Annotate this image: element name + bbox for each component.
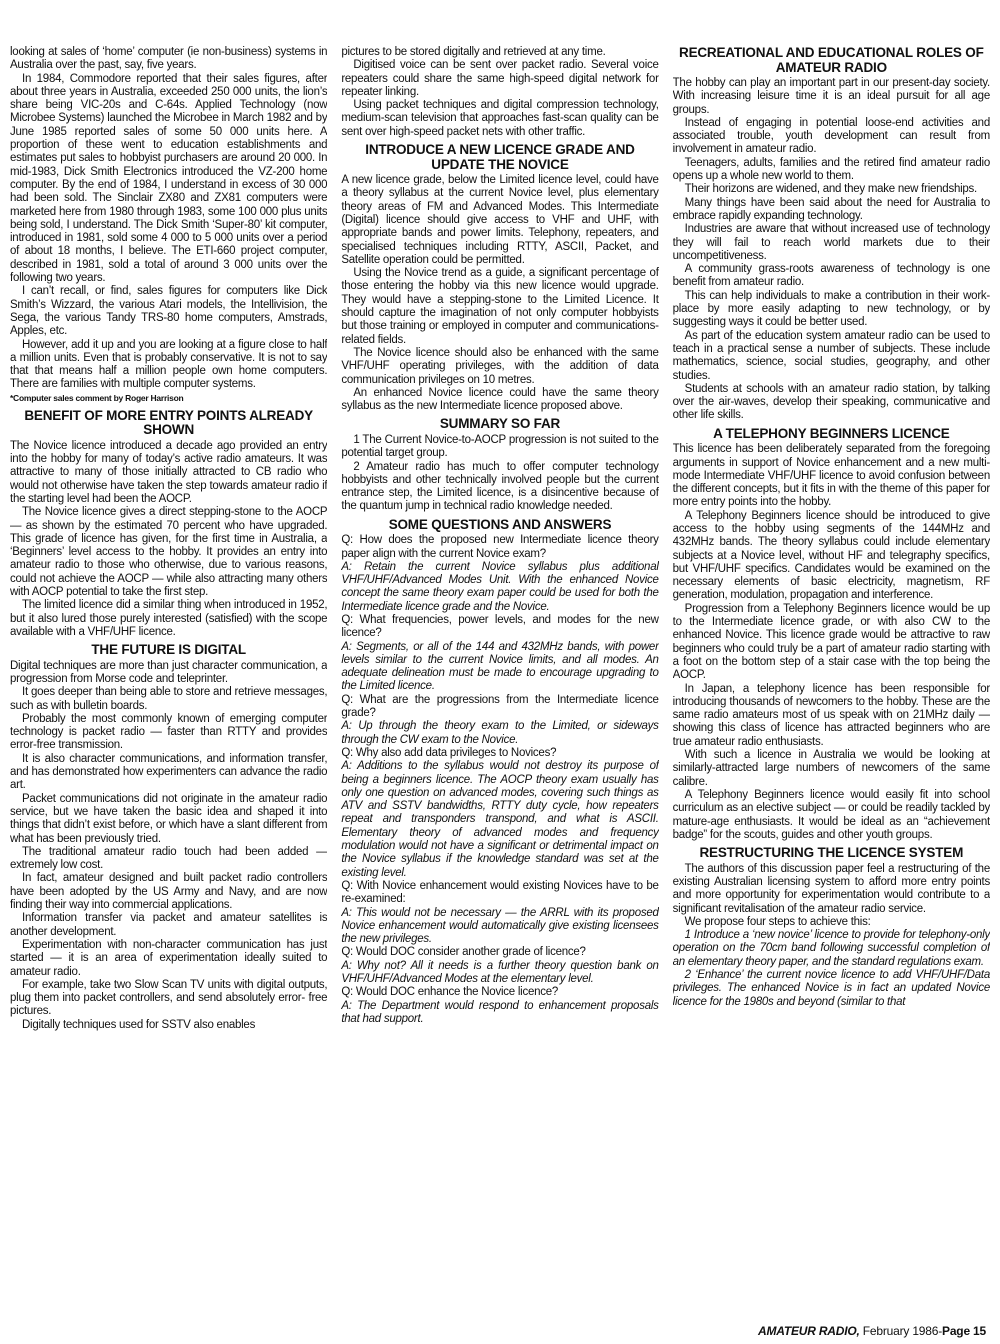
paragraph: Digitally techniques used for SSTV also enables [22,1018,256,1031]
question: Q: With Novice enhancement would existing Novices have to be re-examined: [341,879,659,906]
paragraph: Experimentation with non-character communication has just started — it is an area of experimentation ideally suited to amateur radio. [10,938,328,978]
column-3 [673,46,990,1314]
magazine-name: AMATEUR RADIO, [758,1324,860,1338]
heading-recreational: RECREATIONAL AND EDUCATIONAL ROLES OF AMATEUR RADIO [679,46,984,75]
paragraph: Progression from a Telephony Beginners licence would be up to the Intermediate licence grade, or with also CW to the enhanced Novice. This licence grade would be attractive to raw beginners who could truly be a part of amateur radio starting with a foot on the bottom step of a stair case with the top being the AOCP. [672,602,990,682]
question: Q: Would DOC enhance the Novice licence? [341,986,559,999]
paragraph: For example, take two Slow Scan TV units with digital outputs, plug them into packet controllers, and send absolutely error- free pictures. [10,978,328,1018]
answer: A: Why not? All it needs is a further theory question bank on VHF/UHF/Advanced Modes at the elementary level. [341,959,659,985]
answer: A: Up through the theory exam to the Limited, or sideways through the CW exam to the Novice. [341,720,659,746]
page-number: Page 15 [942,1324,986,1338]
paragraph: Using packet techniques and digital compression technology, medium-scan television that approaches fast-scan quality can be sent over high-speed packet nets with other traffic. [341,99,659,138]
paragraph: 2 ‘Enhance’ the current novice licence to add VHF/UHF/Data privileges. The enhanced Novice is in fact an updated Novice licence for the 1980s and beyond (similar to that [672,969,990,1008]
paragraph: This can help individuals to make a contribution in their work-place by more easily adapting to new technology, or by suggesting ways it could be better used. [672,289,990,329]
paragraph: Packet communications did not originate in the amateur radio service, but we have taken the basic idea and shaped it into things that didn’t exist before, or which have a slant different from what has been previously tried. [10,792,328,845]
paragraph: A new licence grade, below the Limited licence level, could have a theory syllabus at the current Novice level, plus elementary theory areas of FM and Advanced Modes. This Intermediate (Digital) licence should give access to VHF and UHF, with appropriate bands and power limits. Telephony, repeaters, and specialised techniques including RTTY, ASCII, Packet, and Satellite operation could be permitted. [341,174,659,266]
heading-introduce: INTRODUCE A NEW LICENCE GRADE AND UPDATE THE NOVICE [365,142,635,172]
paragraph: In 1984, Commodore reported that their sales figures, after about three years in Australia, exceeded 250 000 units, the lion’s share being VIC-20s and C-64s. Applied Technology (now Microbee Systems) launched the Microbee in March 1982 and by June 1985 reported sales of some 50 000 units here. A proportion of these went to education establishments and estimates put sales to hobbyist purchasers are around 20 000. In mid-1983, Dick Smith Electronics introduced the VZ-200 home computer. By the end of 1984, I understand in excess of 30 000 had been sold. The Sinclair ZX80 and ZX81 computers were marketed here from 1980 through 1983, some 100 000 plus units being sold, I understand. The Dick Smith ‘Super-80’ kit computer, introduced in 1981, sold some 4 000 to 5 000 units over a period of about 18 months, I believe. The ETI-660 project computer, described in 1981, sold a total of around 3 000 units over the following two years. [10,72,328,285]
paragraph: Students at schools with an amateur radio station, by talking over the air-waves, develop their speaking, communicative and other life skills. [672,382,990,422]
heading-telephony: A TELEPHONY BEGINNERS LICENCE [713,425,950,441]
paragraph: Industries are aware that without increased use of technology they will fail to reach world markets due to their uncompetitiveness. [672,223,990,262]
question: Q: What are the progressions from the Intermediate licence grade? [341,693,659,720]
answer: A: Segments, or all of the 144 and 432MHz bands, with power levels similar to the current Novice limits, and all modes. An adequate delineation must be made to encourage upgrading to the Limited licence. [341,640,659,693]
paragraph: 1 Introduce a ‘new novice’ licence to provide for telephony-only operation on the 70cm band following successful completion of an elementary theory paper, and the standard regulations exam. [672,929,990,968]
answer: A: Retain the current Novice syllabus plus additional VHF/UHF/Advanced Modes Unit. With the enhanced Novice concept the same theory exam paper could be used for both the Intermediate licence grade and the Novice. [341,560,659,613]
paragraph: A Telephony Beginners licence would easily fit into school curriculum as an elective subject — or could be readily tackled by mature-age enthusiasts. It would be ideal as an “achievement badge” for the scouts, guides and other youth groups. [672,788,990,841]
paragraph: A Telephony Beginners licence should be introduced to give access to the hobby using segments of the 144MHz and 432MHz bands. The theory syllabus could include elementary subjects at a Novice level, without HF and telegraphy specifics, but VHF/UHF specifics. Candidates would be examined on the necessary elements of basic electricity, magnetism, RF generation, modulation, propagation and interference. [672,509,990,602]
paragraph: The hobby can play an important part in our present-day society. With increasing leisure time it is an ideal pursuit for all age groups. [672,77,990,116]
answer: A: Additions to the syllabus would not destroy its purpose of being a beginners licence. The AOCP theory exam usually has only one question on advanced modes, covering such things as ATV and SSTV bandwidths, RTTY duty cycle, how repeaters repeat and transponders transpond, and what is ASCII. Elementary theory of advanced modes and frequency modulation would not have a significant or detrimental impact on the Novice syllabus if the knowledge standard was set at the existing level. [341,760,659,879]
heading-summary: SUMMARY SO FAR [439,416,561,432]
paragraph: In Japan, a telephony licence has been responsible for introducing thousands of newcomers to the hobby. These are the same radio amateurs most of us speak with on 21MHz daily — showing this class of licence has attracted beginners who are true amateur radio enthusiasts. [672,682,990,748]
paragraph: pictures to be stored digitally and retrieved at any time. [341,46,606,58]
paragraph: The Novice licence gives a direct stepping-stone to the AOCP — as shown by the estimated 70 percent who have upgraded. This grade of licence has given, for the first time in Australia, a ‘Beginners’ level access to the hobby. It provides an entry into amateur radio to those who otherwise, due to various reasons, could not achieve the AOCP — while also attracting many others with AOCP potential to take the first step. [10,506,328,598]
paragraph: Their horizons are widened, and they make new friendships. [684,183,977,196]
paragraph: We propose four steps to achieve this: [684,915,871,928]
page-footer [758,1324,986,1338]
question: Q: What frequencies, power levels, and modes for the new licence? [341,613,659,640]
paragraph: As part of the education system amateur radio can be used to teach in a practical sense a number of subjects. These include mathematics, science, social studies, geography, and other studies. [672,329,990,382]
heading-restructuring: RESTRUCTURING THE LICENCE SYSTEM [699,845,964,861]
paragraph: Teenagers, adults, families and the retired find amateur radio opens up a whole new world to them. [672,156,990,183]
question: Q: Would DOC consider another grade of licence? [341,946,586,959]
paragraph: Many things have been said about the need for Australia to embrace rapidly expanding technology. [672,196,990,222]
paragraph: It is also character communications, and information transfer, and has demonstrated how experimenters can advance the radio art. [10,752,328,792]
paragraph: Instead of engaging in potential loose-end activities and associated trouble, youth development can result from involvement in amateur radio. [672,116,990,156]
question: Q: Why also add data privileges to Novices? [341,746,557,759]
paragraph: In fact, amateur designed and built packet radio controllers have been adopted by the US Army and Navy, and are now finding their way into commercial applications. [10,872,328,912]
question: Q: How does the proposed new Intermediate licence theory paper align with the current Novice exam? [341,534,659,560]
paragraph: However, add it up and you are looking at a figure close to half a million units. Even that is probably conservative. It is not to say that that means half a million people own home computers. There are families with multiple computer systems. [10,338,328,391]
paragraph: The traditional amateur radio touch had been added — extremely low cost. [10,845,328,872]
answer: A: This would not be necessary — the ARRL with its proposed Novice enhancement would automatically give existing licensees the new privileges. [341,906,659,946]
paragraph: A community grass-roots awareness of technology is one benefit from amateur radio. [672,263,990,289]
paragraph: With such a licence in Australia we would be looking at similarly-attracted large numbers of newcomers of the same calibre. [672,749,990,788]
paragraph: It goes deeper than being able to store and retrieve messages, such as with bulletin boards. [10,686,328,712]
sales-credit: *Computer sales comment by Roger Harrison [10,392,184,403]
column-2 [341,46,658,1314]
paragraph: looking at sales of ‘home’ computer (ie non-business) systems in Australia over the past, say, five years. [10,46,328,72]
heading-questions: SOME QUESTIONS AND ANSWERS [388,516,612,532]
heading-future: THE FUTURE IS DIGITAL [91,642,246,658]
paragraph: Digital techniques are more than just character communication, a progression from Morse code and teleprinter. [10,659,328,685]
paragraph: The limited licence did a similar thing when introduced in 1952, but it also lured those purely interested (satisfied) with the scope available with a VHF/UHF licence. [10,599,328,638]
paragraph: 1 The Current Novice-to-AOCP progression is not suited to the potential target group. [341,433,659,460]
paragraph: I can’t recall, or find, sales figures for computers like Dick Smith’s Wizzard, the various Atari models, the Intellivision, the Sega, the various Tandy TRS-80 home computers, Amstrads, Apples, etc. [10,285,328,338]
paragraph: The authors of this discussion paper feel a restructuring of the existing Australian licensing system to afford more entry points and more opportunity for experimentation would contribute to a significant revitalisation of the amateur radio service. [672,862,990,915]
paragraph: The Novice licence should also be enhanced with the same VHF/UHF operating privileges, with the addition of data communication privileges on 10 metres. [341,346,659,386]
paragraph: An enhanced Novice licence could have the same theory syllabus as the new Intermediate licence proposed above. [341,386,659,413]
paragraph: Probably the most commonly known of emerging computer technology is packet radio — faster than RTTY and provides error-free transmission. [10,712,328,752]
heading-benefit: BENEFIT OF MORE ENTRY POINTS ALREADY SHOWN [24,407,313,438]
article-columns [10,46,990,1314]
paragraph: Using the Novice trend as a guide, a significant percentage of those entering the hobby via this new licence would upgrade. They would have a stepping-stone to the Limited Licence. It should capture the imagination of not only computer hobbyists but those training or employed in computer and communications-related fields. [341,267,659,346]
paragraph: 2 Amateur radio has much to offer computer technology hobbyists and other technically involved people but the current entrance step, the Limited licence, is a disincentive because of the quantum jump in technical radio knowledge needed. [341,460,659,513]
paragraph: Information transfer via packet and amateur satellites is another development. [10,912,328,938]
paragraph: The Novice licence introduced a decade ago provided an entry into the hobby for many of today’s active radio amateurs. It was attractive to many of those initially attracted to CB radio who would not otherwise have taken the step towards amateur radio if the starting level had been the AOCP. [10,439,328,505]
paragraph: This licence has been deliberately separated from the foregoing arguments in support of Novice enhancement and a new multi-mode Intermediate VHF/UHF licence to avoid confusion between the different concepts, but it fits in with the theme of this paper for more entry points into the hobby. [672,443,990,509]
column-1 [10,46,327,1314]
paragraph: Digitised voice can be sent over packet radio. Several voice repeaters could share the same high-speed digital network for repeater linking. [341,59,659,98]
issue-date: February 1986- [859,1324,943,1338]
answer: A: The Department would respond to enhancement proposals that had support. [341,999,659,1025]
